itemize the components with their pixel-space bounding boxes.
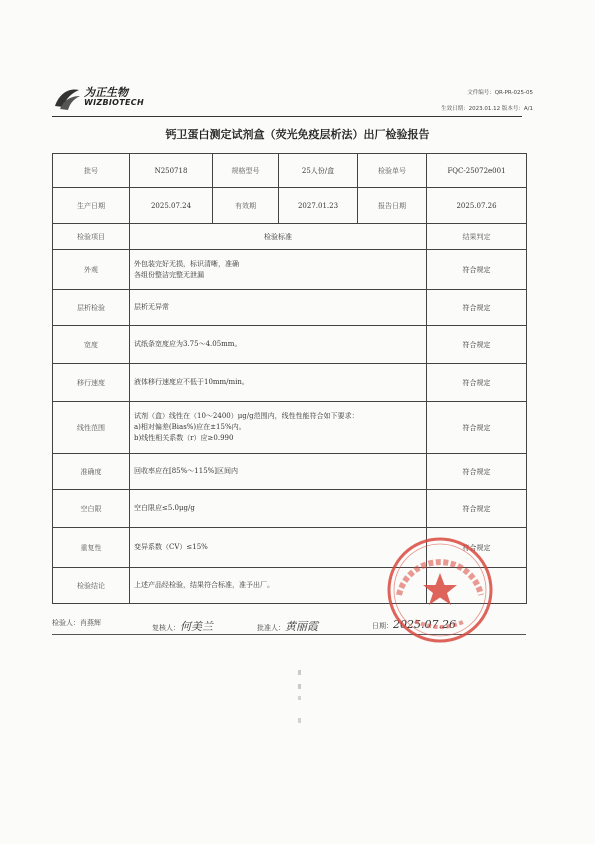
item-name: 宽度: [53, 326, 130, 364]
item-result: 符合规定: [427, 490, 527, 528]
batch-number: N250718: [130, 154, 213, 188]
reviewer-signature: 何美兰: [180, 620, 213, 633]
header-result: 结果判定: [427, 224, 527, 250]
inspector-name: 肖燕辉: [80, 619, 101, 627]
reviewer: [152, 618, 213, 634]
info-label: 生产日期: [53, 188, 130, 224]
production-date: 2025.07.24: [130, 188, 213, 224]
standard-line: 试纸条宽度应为3.75～4.05mm。: [134, 340, 242, 348]
date-handwritten: 2025.07.26: [393, 618, 456, 631]
expiry-date: 2027.01.23: [279, 188, 358, 224]
item-result: 符合规定: [427, 454, 527, 490]
table-row: [53, 402, 527, 454]
standard-line: 上述产品经检验，结果符合标准，准予出厂。: [134, 581, 274, 589]
item-name: 层析检验: [53, 290, 130, 326]
standard-line: 外包装完好无损，标识清晰，准确: [134, 259, 239, 268]
header-item: 检验项目: [53, 224, 130, 250]
approver-signature: 黄丽霞: [285, 620, 318, 633]
approver: [257, 618, 318, 634]
table-row: [53, 454, 527, 490]
standard-line: 液体移行速度应不低于10mm/min。: [134, 378, 249, 386]
info-row: [53, 154, 527, 188]
company-logo: [52, 84, 162, 114]
item-name: 空白限: [53, 490, 130, 528]
item-name: 检验结论: [53, 568, 130, 604]
scan-marks: [295, 670, 305, 730]
info-label: 有效期: [213, 188, 279, 224]
item-name: 外观: [53, 250, 130, 290]
report-title: 钙卫蛋白测定试剂盒（荧光免疫层析法）出厂检验报告: [165, 128, 430, 141]
item-name: 准确度: [53, 454, 130, 490]
item-name: 重复性: [53, 528, 130, 568]
company-seal: [385, 535, 495, 645]
item-result: 符合规定: [427, 326, 527, 364]
item-standard: [130, 528, 427, 568]
spec-value: 25人份/盒: [279, 154, 358, 188]
header-standard: 检验标准: [130, 224, 427, 250]
info-label: 检验单号: [358, 154, 427, 188]
inspector-label: 检验人：: [52, 619, 80, 627]
item-result: 符合规定: [427, 402, 527, 454]
item-standard: [130, 290, 427, 326]
standard-line: 试剂（盒）线性在（10～2400）μg/g范围内，线性性能符合如下要求：: [134, 412, 359, 420]
item-result: 符合规定: [427, 364, 527, 402]
item-standard: [130, 490, 427, 528]
standard-line: 各组份整洁完整无泄漏: [134, 270, 204, 279]
info-label: 规格型号: [213, 154, 279, 188]
report-date: 2025.07.26: [427, 188, 527, 224]
item-standard: [130, 364, 427, 402]
approver-label: 批准人：: [257, 624, 285, 632]
standard-line: a)相对偏差(Bias%)应在±15%内。: [134, 423, 246, 431]
document-meta: 生效日期：2023.01.12 版本号：A/1: [441, 106, 533, 112]
item-standard: [130, 454, 427, 490]
item-result: 符合规定: [427, 250, 527, 290]
item-name: 移行速度: [53, 364, 130, 402]
table-row: [53, 290, 527, 326]
company-name-en: WIZBIOTECH: [84, 98, 144, 107]
standard-line: 变异系数（CV）≤15%: [134, 543, 208, 551]
item-result: 符合规定: [427, 290, 527, 326]
company-logo-icon: [52, 84, 82, 112]
date-label: 日期：: [372, 622, 393, 630]
document-code: 文件编号：QR-PR-025-05: [467, 90, 533, 96]
info-label: 报告日期: [358, 188, 427, 224]
item-standard: [130, 568, 427, 604]
table-row: [53, 250, 527, 290]
header-divider: [52, 116, 522, 117]
info-row: [53, 188, 527, 224]
item-standard: [130, 326, 427, 364]
standard-line: 层析无异常: [134, 303, 169, 311]
table-row: [53, 364, 527, 402]
inspection-number: FQC-25072e001: [427, 154, 527, 188]
table-row: [53, 490, 527, 528]
inspector: [52, 618, 101, 628]
standard-line: 回收率应在[85%～115%]区间内: [134, 467, 239, 475]
item-standard: [130, 402, 427, 454]
table-row: [53, 326, 527, 364]
table-header-row: [53, 224, 527, 250]
item-name: 线性范围: [53, 402, 130, 454]
info-label: 批号: [53, 154, 130, 188]
reviewer-label: 复核人：: [152, 624, 180, 632]
standard-line: 空白限应≤5.0μg/g: [134, 504, 195, 512]
item-result: 符合规定: [427, 528, 527, 568]
standard-line: b)线性相关系数（r）应≥0.990: [134, 434, 234, 442]
item-standard: [130, 250, 427, 290]
company-name-cn: 为正生物: [84, 86, 128, 99]
